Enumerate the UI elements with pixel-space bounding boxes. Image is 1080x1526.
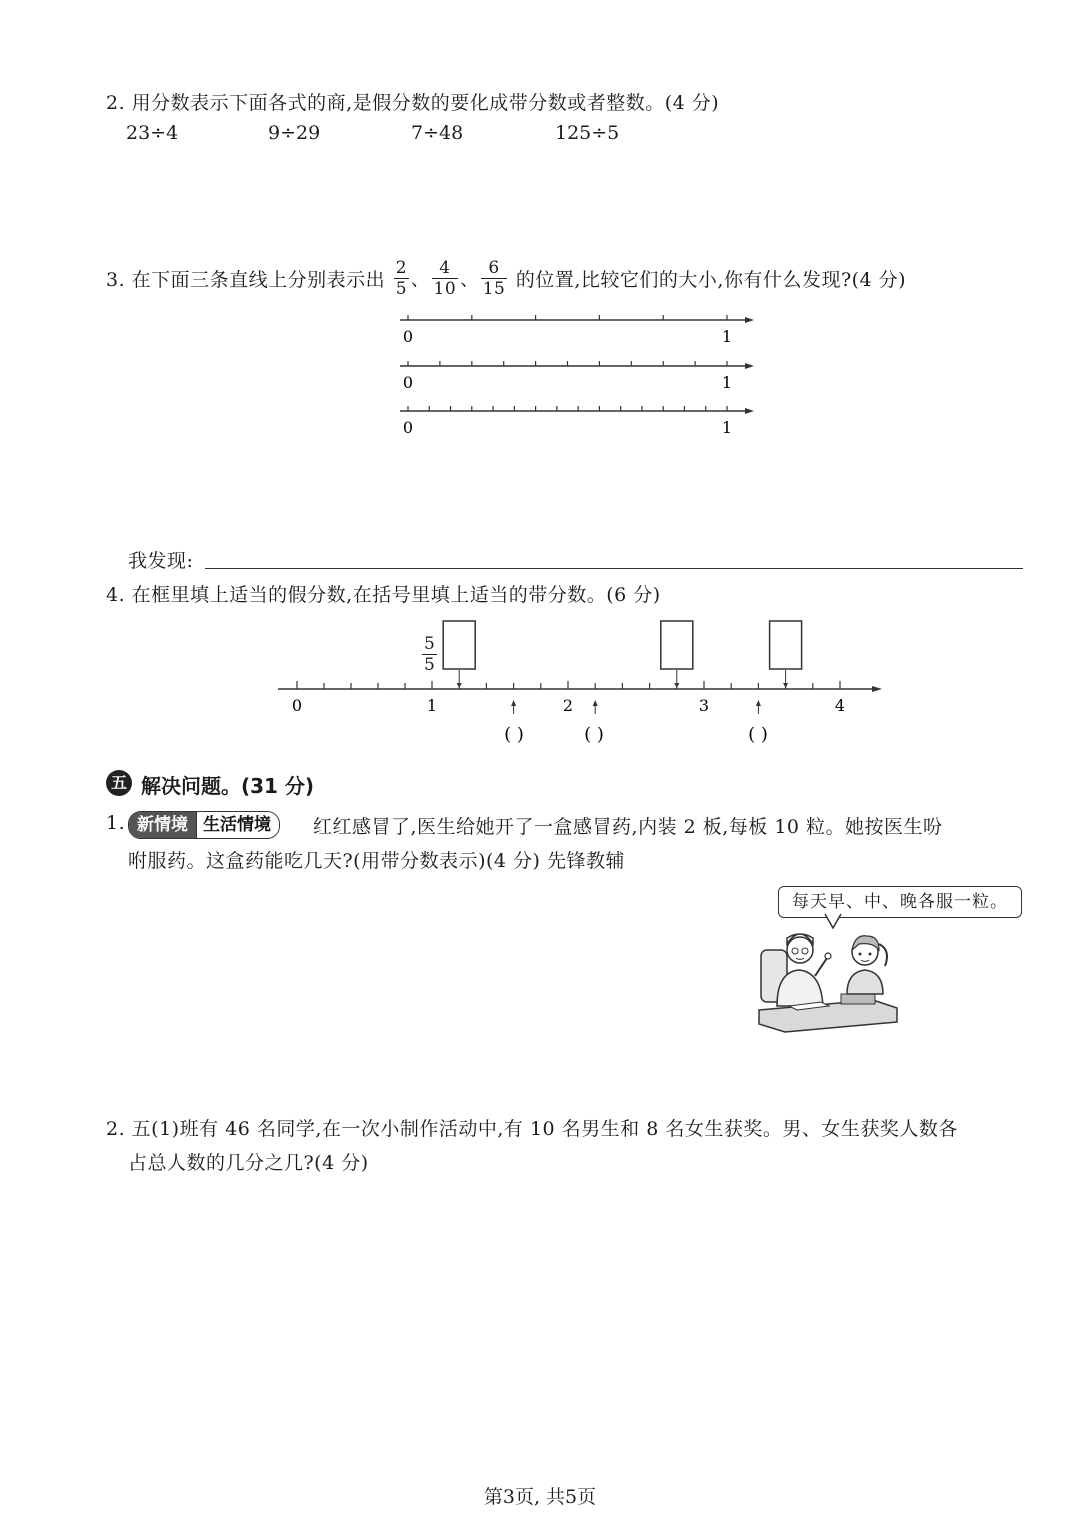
question-4-title: 4. 在框里填上适当的假分数,在括号里填上适当的带分数。(6 分) bbox=[106, 584, 661, 606]
question-2-title: 2. 用分数表示下面各式的商,是假分数的要化成带分数或者整数。(4 分) bbox=[106, 92, 720, 114]
doctor-girl-illustration bbox=[755, 914, 905, 1036]
girl-ponytail bbox=[879, 944, 887, 966]
up-arrow-head bbox=[593, 700, 598, 706]
tick-label-1: 1 bbox=[721, 327, 733, 346]
expression-3: 7÷48 bbox=[411, 122, 464, 144]
badge-life-context: 生活情境 bbox=[196, 812, 279, 838]
fraction-4-10: $\frac{4}{10}$ bbox=[433, 258, 457, 299]
tick-label-0: 0 bbox=[402, 418, 414, 437]
expression-1: 23÷4 bbox=[126, 122, 179, 144]
up-arrow-head bbox=[756, 700, 761, 706]
problem-2-line-2: 占总人数的几分之几?(4 分) bbox=[128, 1152, 369, 1174]
axis-arrow-head bbox=[872, 686, 882, 692]
section-5-title: 解决问题。(31 分) bbox=[141, 774, 315, 798]
tick-label-0: 0 bbox=[402, 373, 414, 392]
girl-body bbox=[847, 970, 883, 994]
expression-2: 9÷29 bbox=[268, 122, 321, 144]
down-arrow-head bbox=[457, 683, 462, 688]
tick-label-0: 0 bbox=[291, 696, 303, 715]
finding-label: 我发现: bbox=[128, 550, 194, 572]
question-3-suffix: 的位置,比较它们的大小,你有什么发现?(4 分) bbox=[515, 269, 907, 291]
fraction-6-15: $\frac{6}{15}$ bbox=[482, 258, 506, 299]
down-arrow-head bbox=[674, 683, 679, 688]
problem-1-line-2: 咐服药。这盒药能吃几天?(用带分数表示)(4 分) 先锋教辅 bbox=[128, 850, 626, 872]
badge-new-context: 新情境 bbox=[129, 812, 196, 838]
answer-parentheses-1: ( ) bbox=[504, 724, 524, 745]
tick-label-1: 1 bbox=[426, 696, 438, 715]
question-3-prefix: 3. 在下面三条直线上分别表示出 bbox=[106, 269, 386, 291]
speech-bubble-tail bbox=[825, 914, 841, 928]
down-arrow-head bbox=[783, 683, 788, 688]
medicine-box bbox=[841, 994, 875, 1004]
speech-bubble: 每天早、中、晚各服一粒。 bbox=[778, 886, 1022, 918]
tick-label-3: 3 bbox=[698, 696, 710, 715]
tick-label-1: 1 bbox=[721, 418, 733, 437]
number-line-q4 bbox=[0, 0, 1080, 760]
given-fraction-5-5: $\frac{5}{5}$ bbox=[424, 634, 435, 675]
up-arrow-head bbox=[511, 700, 516, 706]
problem-1-number: 1. bbox=[106, 812, 126, 834]
separator: 、 bbox=[411, 269, 430, 291]
answer-box-1 bbox=[443, 621, 475, 669]
answer-parentheses-3: ( ) bbox=[748, 724, 768, 745]
expression-4: 125÷5 bbox=[555, 122, 620, 144]
problem-1-line-1: 红红感冒了,医生给她开了一盒感冒药,内装 2 板,每板 10 粒。她按医生吩 bbox=[313, 816, 943, 838]
fraction-2-5: $\frac{2}{5}$ bbox=[395, 258, 408, 299]
section-5-number: 五 bbox=[106, 770, 132, 796]
context-badge bbox=[128, 811, 280, 839]
tick-label-2: 2 bbox=[562, 696, 574, 715]
tick-label-0: 0 bbox=[402, 327, 414, 346]
problem-2-line-1: 2. 五(1)班有 46 名同学,在一次小制作活动中,有 10 名男生和 8 名女生获奖。男、女生获奖人数各 bbox=[106, 1118, 958, 1140]
separator: 、 bbox=[460, 269, 479, 291]
answer-box-2 bbox=[661, 621, 693, 669]
page-footer: 第3页, 共5页 bbox=[483, 1486, 597, 1508]
tick-label-4: 4 bbox=[834, 696, 846, 715]
tick-label-1: 1 bbox=[721, 373, 733, 392]
answer-parentheses-2: ( ) bbox=[584, 724, 604, 745]
answer-box-3 bbox=[770, 621, 802, 669]
